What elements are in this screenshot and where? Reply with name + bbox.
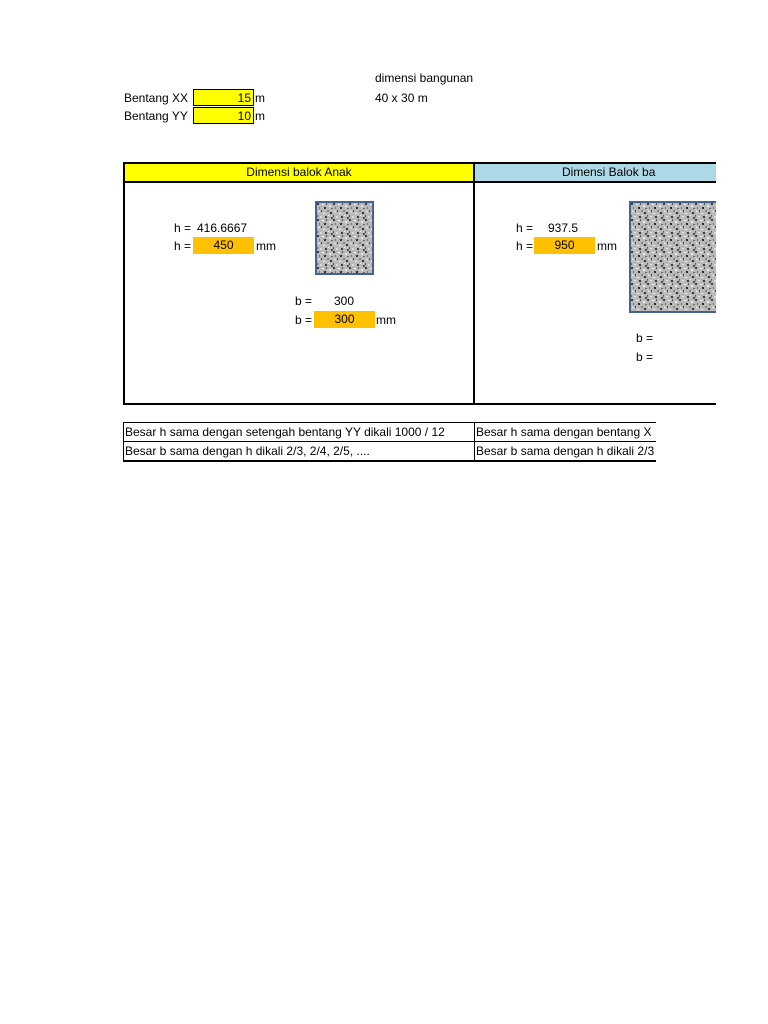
induk-h-calc-label: h = — [516, 221, 534, 235]
building-dimension-value: 40 x 30 m — [375, 91, 428, 105]
anak-h-input[interactable]: 450 — [193, 237, 254, 254]
balok-anak-header: Dimensi balok Anak — [125, 164, 473, 183]
induk-h-unit: mm — [597, 239, 617, 253]
induk-h-input-label: h = — [516, 239, 534, 253]
bentang-xx-unit: m — [255, 91, 265, 105]
note-induk-h: Besar h sama dengan bentang X — [476, 425, 652, 439]
balok-induk-header: Dimensi Balok ba — [475, 164, 716, 183]
induk-h-input[interactable]: 950 — [534, 237, 595, 254]
anak-h-calc-value: 416.6667 — [197, 221, 248, 235]
bentang-xx-input[interactable]: 15 — [193, 89, 254, 106]
anak-b-calc-label: b = — [295, 294, 313, 308]
balok-anak-section-image — [315, 201, 374, 275]
note-anak-b: Besar b sama dengan h dikali 2/3, 2/4, 2/5, .... — [125, 444, 370, 458]
induk-h-calc-value: 937.5 — [548, 221, 579, 235]
anak-b-calc-value: 300 — [334, 294, 355, 308]
balok-induk-panel — [473, 162, 716, 405]
balok-anak-panel — [123, 162, 475, 405]
note-induk-b: Besar b sama dengan h dikali 2/3 — [476, 444, 655, 458]
anak-h-input-label: h = — [174, 239, 192, 253]
bentang-xx-label: Bentang XX — [124, 91, 189, 105]
induk-b-input-label: b = — [636, 350, 654, 364]
notes-table — [123, 422, 656, 462]
anak-h-calc-label: h = — [174, 221, 192, 235]
anak-b-input[interactable]: 300 — [314, 311, 375, 328]
bentang-yy-label: Bentang YY — [124, 109, 188, 123]
note-anak-h: Besar h sama dengan setengah bentang YY dikali 1000 / 12 — [125, 425, 445, 439]
bentang-yy-unit: m — [255, 109, 265, 123]
anak-b-unit: mm — [376, 313, 396, 327]
anak-b-input-label: b = — [295, 313, 313, 327]
bentang-yy-input[interactable]: 10 — [193, 107, 254, 124]
balok-induk-section-image — [629, 201, 716, 313]
anak-h-unit: mm — [256, 239, 276, 253]
induk-b-calc-label: b = — [636, 331, 654, 345]
building-dimension-title: dimensi bangunan — [375, 71, 474, 85]
